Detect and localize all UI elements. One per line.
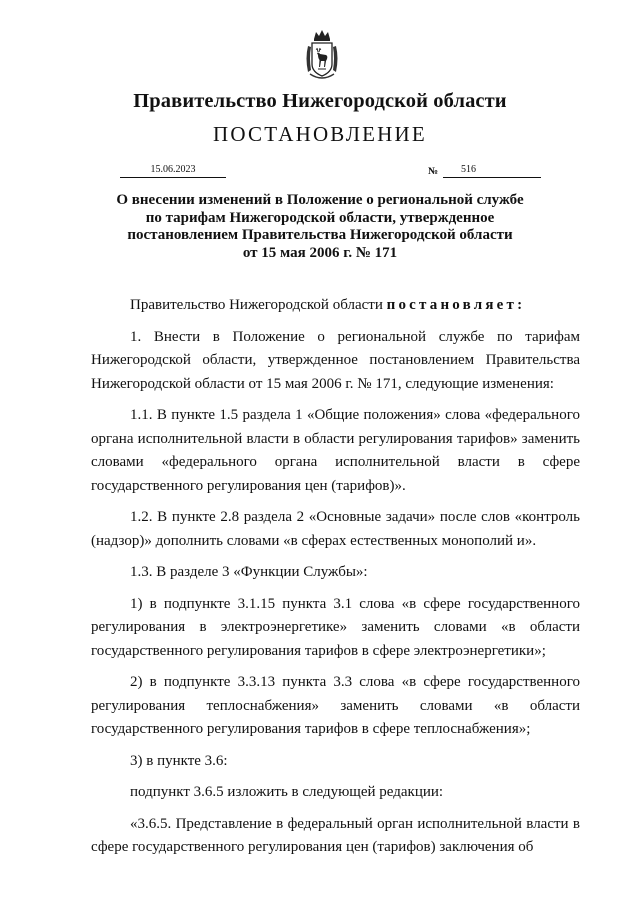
subject-line: постановлением Правительства Нижегородской области: [127, 227, 513, 243]
document-body: [91, 294, 580, 868]
subject-line: О внесении изменений в Положение о региональной службе: [116, 192, 524, 208]
body-paragraph: 3) в пункте 3.6:: [130, 752, 228, 769]
document-date: 15.06.2023: [120, 164, 226, 178]
document-subject: [110, 192, 530, 262]
document-number: 516: [461, 164, 476, 175]
document-number-label: №: [428, 166, 439, 177]
coat-of-arms-icon: [304, 28, 340, 80]
body-paragraph: 2) в подпункте 3.3.13 пункта 3.3 слова «в сфере государственного регулирования теплоснабжения» заменить словами «в области государственного регулирования тарифов в сфере теплоснабжения»;: [91, 674, 580, 737]
preamble: [91, 294, 580, 318]
document-number-field: [443, 164, 541, 178]
body-paragraph: 1.2. В пункте 2.8 раздела 2 «Основные задачи» после слов «контроль (надзор)» дополнить словами «в сферах естественных монополий и».: [91, 509, 580, 549]
body-paragraph: «3.6.5. Представление в федеральный орган исполнительной власти в сфере государственного регулирования цен (тарифов) заключения об: [91, 815, 580, 855]
government-title: Правительство Нижегородской области: [133, 90, 507, 112]
body-paragraph: подпункт 3.6.5 изложить в следующей редакции:: [130, 784, 444, 800]
subject-line: от 15 мая 2006 г. № 171: [242, 244, 398, 261]
body-paragraph: 1) в подпункте 3.1.15 пункта 3.1 слова «в сфере государственного регулирования в электроэнергетике» заменить словами «в области государственного регулирования тарифов в сфере электроэнергетики»;: [91, 595, 580, 659]
preamble-text: Правительство Нижегородской области: [130, 297, 383, 313]
subject-line: по тарифам Нижегородской области, утвержденное: [145, 209, 495, 226]
body-paragraph: 1.3. В разделе 3 «Функции Службы»:: [130, 564, 368, 580]
document-type: ПОСТАНОВЛЕНИЕ: [213, 122, 427, 146]
body-paragraph: 1.1. В пункте 1.5 раздела 1 «Общие положения» слова «федерального органа исполнительной власти в области регулирования тарифов» заменить словами «федерального органа исполнительной власти в сфере государственного регулирования цен (тарифов)».: [91, 407, 580, 494]
body-paragraph: 1. Внести в Положение о региональной службе по тарифам Нижегородской области, утвержденное постановлением Правительства Нижегородской области от 15 мая 2006 г. № 171, следующие изменения:: [91, 328, 580, 392]
preamble-decree: постановляет:: [386, 297, 526, 313]
